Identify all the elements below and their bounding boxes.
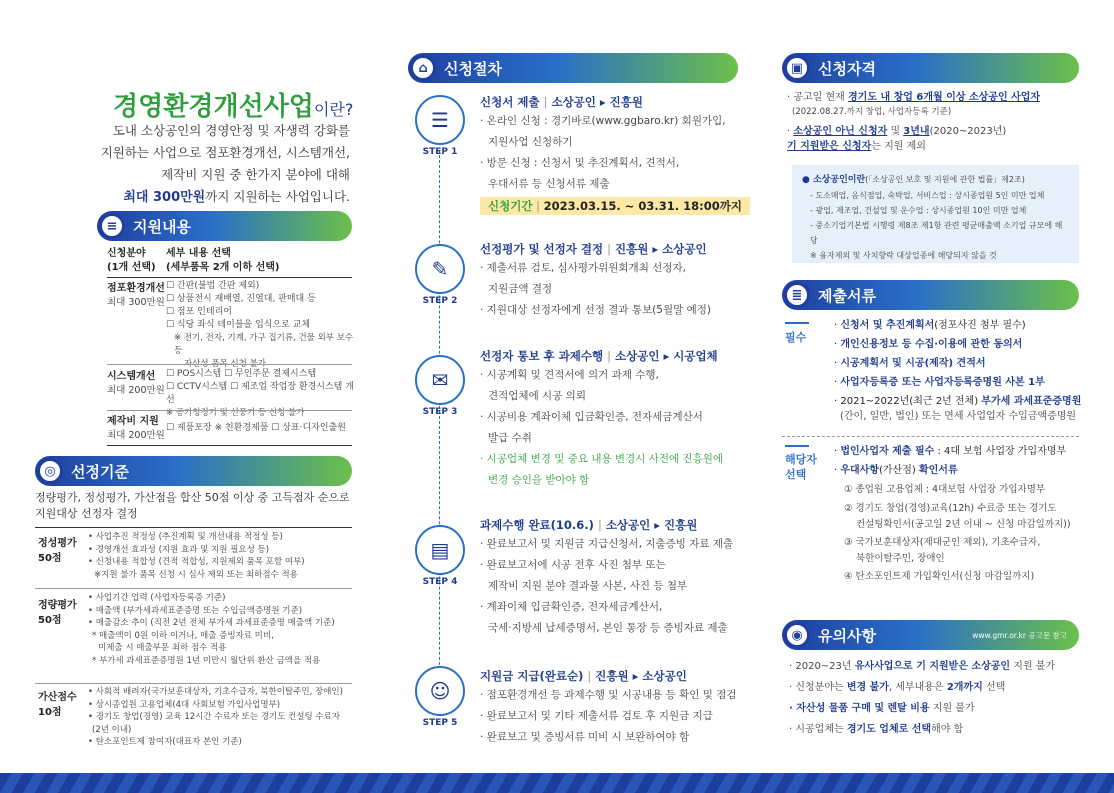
eligibility-text: · 공고일 현재 경기도 내 창업 6개월 이상 소상공인 사업자 (2022.08.27.까지 창업, 사업자등록 기준) · 소상공인 아닌 신청자 및 3년내(2020~2023년) 기 지원받은 신청자는 지원 제외 (787, 92, 1041, 152)
notice-icon: ✉ (415, 355, 465, 405)
required-docs: · 신청서 및 추진계획서(점포사진 첨부 필수) · 개인신용정보 등 수집·이용에 관한 동의서 · 시공계획서 및 시공(제작) 견적서 · 사업자등록증 또는 사업자등록증명원 사본 1부 · 2021~2022년(최근 2년 전체) 부가세 과세표준증명원 (간이, 일반, 법인) 또는 면세 사업업자 수입금액증명원 (834, 320, 1082, 422)
table-row: 정량평가 50점 (38, 600, 77, 626)
eligibility-heading: ▣ 신청자격 (782, 53, 1079, 83)
table-row: 정성평가 50점 (38, 538, 77, 564)
notice-link[interactable]: www.gmr.or.kr 공고문 참고 (972, 630, 1067, 640)
optional-docs: · 법인사업자 제출 필수 : 4대 보험 사업장 가입자명부 · 우대사항(가산점) 확인서류 ① 종업원 고용업체 : 4대보험 사업장 가입자명부 ② 경기도 창업(경영)교육(12h) 수료증 또는 경기도 컨설팅확인서(공고일 2년 이내 ~ 신청 마감일까지)) ③ 국가보훈대상자(제대군인 제외), 기초수급자, 북한이탈주민, 장애인 ④ 탄소포인트제 가입확인서(신청 마감일까지) (834, 446, 1071, 582)
step-4: ▤ STEP 4 (405, 525, 475, 587)
documents-heading: ≣ 제출서류 (782, 280, 1079, 310)
report-icon: ▤ (415, 525, 465, 575)
notes-heading: ◉ 유의사항 www.gmr.or.kr 공고문 참고 (782, 620, 1079, 650)
procedure-heading: ⌂ 신청절차 (408, 53, 738, 83)
table-row: 제작비 지원 최대 200만원 (107, 416, 165, 441)
step-1: ☰ STEP 1 (405, 95, 475, 157)
criteria-desc: 정량평가, 정성평가, 가산점을 합산 50점 이상 중 고득점자 순으로 지원대상 선정자 결정 (35, 491, 350, 520)
optional-label: 해당자 선택 (785, 453, 817, 481)
table-row: 점포환경개선 최대 300만원 (107, 283, 165, 308)
criteria-table: 정성평가 50점 • 사업추진 적정성 (추진계획 및 개선내용 적정성 등) • 경영개선 효과성 (지원 효과 및 지원 필요성 등) • 신청내용 적합성 (견적 적합성, 지원제외 품목 포함 여부) ※지원 불가 품목 신청 시 심사 제외 또는 최하점수 적용 정량평가 50점 • 사업기간 업력 (사업자등록증 기준) • 매출액 (부가세과세표준증명 또는 수입금액증명원 기준) • 매출감소 추이 (직전 2년 전체 부가세 과세표준증명 매출액 기준) * 매출액이 0원 이하 이거나, 매출 증빙자료 미비, 미제출 시 매출부문 최하 점수 적용 * 부가세 과세표준증명원 1년 미만시 월단위 환산 금액을 적용 가산점수 10점 • 사회적 배려자(국가보훈대상자, 기초수급자, 북한이탈주민, 장애인) • 상시종업원 고용업체(4대 사회보험 가입사업명부) • 경기도 창업(경영) 교육 12시간 수료자 또는 경기도 컨설팅 수료자 (2년 이내) • 탄소포인트제 참여자(대표자 본인 기준) (35, 527, 352, 528)
support-heading: ≡ 지원내용 (97, 211, 352, 241)
table-row: 시스템개선 최대 200만원 (107, 371, 165, 396)
payment-icon: ☺ (415, 666, 465, 716)
table-row: 가산점수 10점 (38, 692, 77, 718)
evaluation-icon: ✎ (415, 244, 465, 294)
criteria-heading: ◎ 선정기준 (35, 456, 352, 486)
step-3: ✉ STEP 3 (405, 355, 475, 417)
notes-list: · 2020~23년 유사사업으로 기 지원받은 소상공인 지원 불가 · 신청분야는 변경 불가, 세부내용은 2개까지 선택 · 자산성 물품 구매 및 렌탈 비용 지원 불가 · 시공업체는 경기도 업체로 선택해야 함 (789, 661, 1056, 735)
eye-icon: ◉ (784, 622, 810, 648)
small-business-definition-box: ● 소상공인이란(「소상공인 보호 및 지원에 관한 법률」제2조) - 도소매업, 음식점업, 숙박업, 서비스업 : 상시종업원 5인 미만 업체 - 광업, 제조업, 건설업 및 운수업 : 상시종업원 10인 미만 업체 - 중소기업기본법 시행령 제8조 제1항 관련 평균매출액 소기업 규모에 해당 ※ 융자제외 및 사치향락 대상업종에 해당되지 않을 것 (792, 165, 1079, 263)
house-icon: ⌂ (410, 55, 436, 81)
intro-text: 도내 소상공인의 경영안정 및 자생력 강화를 지원하는 사업으로 점포환경개선, 시스템개선, 제작비 지원 중 한가지 분야에 대해 최대 300만원까지 지원하는 사업입니다. (100, 123, 350, 205)
step-connector (439, 150, 440, 710)
application-period: 신청기간 | 2023.03.15. ~ 03.31. 18:00까지 (480, 197, 750, 215)
bottom-band (0, 773, 1114, 793)
form-icon: ☰ (415, 95, 465, 145)
step-5: ☺ STEP 5 (405, 666, 475, 728)
gift-icon: ▣ (784, 55, 810, 81)
intro-title: 경영환경개선사업이란? (113, 92, 354, 122)
document-icon: ≡ (99, 213, 125, 239)
step-2: ✎ STEP 2 (405, 244, 475, 306)
middle-column: ⌂ 신청절차 ☰ STEP 1 신청서 제출 | 소상공인 ▸ 진흥원 · 온라인 신청 : 경기바로(www.ggbaro.kr) 회원가입, 지원사업 신청하기 · 방문 신청 : 신청서 및 추진계획서, 견적서, 우대서류 등 신청서류 제출 신청기간 | 2023.03.15. ~ 03.31. 18:00까지 ✎ STEP 2 선정평가 및 선정자 결정 | 진흥원 ▸ 소상공인 · 제출서류 검토, 심사평가위원회개최 선정자, 지원금액 결정 · 지원대상 선정자에게 선정 결과 통보(5월말 예정) ✉ STEP 3 선정자 통보 후 과제수행 | 소상공인 ▸ 시공업체 · 시공계획 및 견적서에 의거 과제 수행, 견적업체에 시공 의뢰 · 시공비용 계좌이체 입금확인증, 전자세금계산서 발급 수취 · 시공업체 변경 및 중요 내용 변경시 사전에 진흥원에 변경 승인을 받아야 함 ▤ STEP 4 과제수행 완료(10.6.) | 소상공인 ▸ 진흥원 · 완료보고서 및 지원금 지급신청서, 지출증빙 자료 제출 · 완료보고서에 시공 전후 사진 첨부 또는 제작비 지원 분야 결과물 사본, 사진 등 첨부 · 계좌이체 입금확인증, 전자세금계산서, 국세·지방세 납세증명서, 본인 통장 등 증빙자료 제출 ☺ STEP 5 지원금 지급(완료순) | 진흥원 ▸ 소상공인 · 점포환경개선 등 과제수행 및 시공내용 등 확인 및 점검 · 완료보고서 및 기타 제출서류 검토 후 지원금 지급 · 완료보고 및 증빙서류 미비 시 보완하여야 함 (405, 0, 740, 793)
clipboard-icon: ≣ (784, 282, 810, 308)
target-icon: ◎ (37, 458, 63, 484)
